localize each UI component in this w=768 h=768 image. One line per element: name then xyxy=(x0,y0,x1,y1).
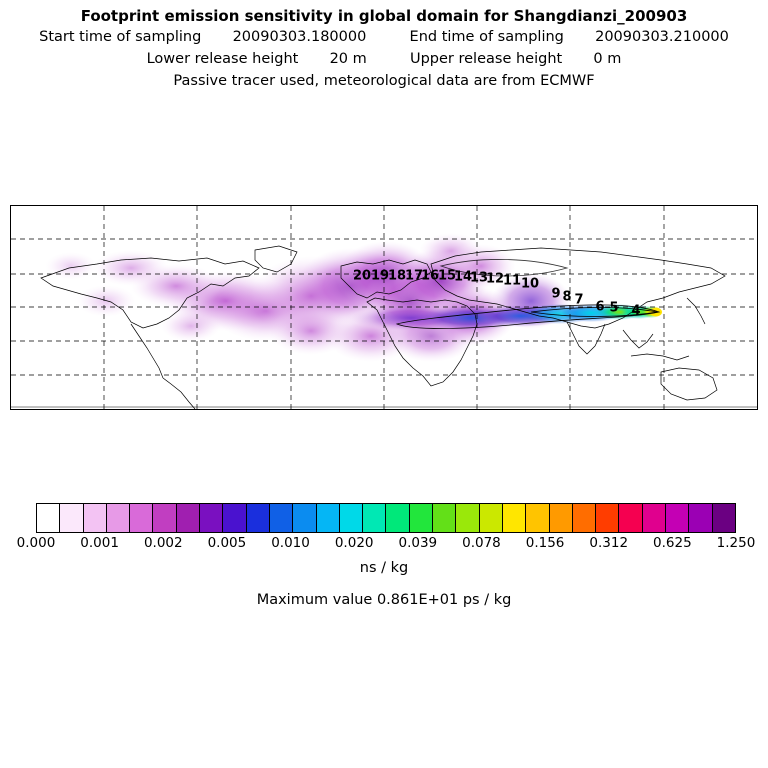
hour-label: 20 xyxy=(352,268,372,284)
hour-label: 17 xyxy=(404,268,424,284)
colorbar-segment xyxy=(107,504,130,532)
colorbar-segment xyxy=(317,504,340,532)
start-time-value: 20090303.180000 xyxy=(232,29,367,45)
sampling-time-line xyxy=(0,26,768,48)
colorbar-unit-label: ns / kg xyxy=(359,560,409,576)
lower-release-height-label: Lower release height xyxy=(146,51,299,67)
colorbar-segment xyxy=(596,504,619,532)
colorbar-segment xyxy=(619,504,642,532)
colorbar-segment xyxy=(713,504,735,532)
footprint-field xyxy=(45,233,662,362)
hour-label: 6 xyxy=(595,299,605,315)
colorbar-tick-label: 0.000 xyxy=(16,535,56,551)
colorbar-segment xyxy=(643,504,666,532)
hour-label: 9 xyxy=(551,286,561,302)
colorbar-segment xyxy=(410,504,433,532)
colorbar-tick-labels xyxy=(0,535,768,551)
lower-release-height-value: 20 m xyxy=(329,51,367,67)
upper-release-height-label: Upper release height xyxy=(409,51,563,67)
hour-label: 7 xyxy=(574,292,584,308)
colorbar-tick-label: 0.625 xyxy=(653,535,692,551)
colorbar-segment xyxy=(293,504,316,532)
tracer-line: Passive tracer used, meteorological data are from ECMWF xyxy=(173,73,595,89)
hour-label: 10 xyxy=(520,276,540,292)
colorbar-tick-label: 0.020 xyxy=(334,535,374,551)
map-plot-area xyxy=(10,205,758,410)
colorbar-segment xyxy=(340,504,363,532)
colorbar-segment xyxy=(550,504,573,532)
colorbar-segment xyxy=(456,504,479,532)
colorbar-segment xyxy=(130,504,153,532)
colorbar-segment xyxy=(433,504,456,532)
chart-header xyxy=(0,6,768,92)
colorbar-segment xyxy=(689,504,712,532)
hour-label: 14 xyxy=(453,269,473,285)
colorbar-tick-label: 0.002 xyxy=(143,535,183,551)
footprint-map xyxy=(11,206,757,409)
colorbar-tick-label: 0.312 xyxy=(589,535,629,551)
end-time-value: 20090303.210000 xyxy=(595,29,729,45)
colorbar-segment xyxy=(177,504,200,532)
colorbar-segment xyxy=(37,504,60,532)
page-title: Footprint emission sensitivity in global domain for Shangdianzi_200903 xyxy=(80,7,688,25)
maximum-value-label: Maximum value 0.861E+01 ps / kg xyxy=(256,592,512,608)
colorbar-segment xyxy=(666,504,689,532)
colorbar-tick-label: 0.005 xyxy=(207,535,247,551)
hour-label: 11 xyxy=(502,273,522,289)
hour-label: 12 xyxy=(485,271,505,287)
end-time-label: End time of sampling xyxy=(409,29,564,45)
start-time-label: Start time of sampling xyxy=(39,29,202,45)
colorbar-tick-label: 0.156 xyxy=(525,535,565,551)
hour-label: 15 xyxy=(437,268,457,284)
colorbar-segment xyxy=(573,504,596,532)
colorbar-segment xyxy=(60,504,83,532)
colorbar-tick-label: 0.078 xyxy=(462,535,501,551)
colorbar-segment xyxy=(153,504,176,532)
hour-label: 8 xyxy=(562,289,572,305)
colorbar-segment xyxy=(503,504,526,532)
colorbar-tick-label: 1.250 xyxy=(716,535,756,551)
hour-label: 5 xyxy=(609,300,619,316)
colorbar-segment xyxy=(386,504,409,532)
colorbar-segment xyxy=(84,504,107,532)
colorbar-segment xyxy=(363,504,386,532)
hour-label: 4 xyxy=(631,303,641,319)
colorbar-tick-label: 0.039 xyxy=(398,535,438,551)
colorbar-segment xyxy=(247,504,270,532)
colorbar-segment xyxy=(223,504,246,532)
colorbar-segment xyxy=(270,504,293,532)
colorbar xyxy=(16,503,756,551)
colorbar-segment xyxy=(200,504,223,532)
colorbar-segment xyxy=(480,504,503,532)
hour-label: 18 xyxy=(387,268,407,284)
colorbar-segment xyxy=(526,504,549,532)
release-height-line xyxy=(0,48,768,70)
hour-label: 16 xyxy=(420,268,440,284)
upper-release-height-value: 0 m xyxy=(593,51,622,67)
colorbar-strip xyxy=(36,503,736,533)
hour-label: 19 xyxy=(370,268,390,284)
colorbar-tick-label: 0.001 xyxy=(80,535,119,551)
hour-label: 13 xyxy=(469,270,489,286)
colorbar-tick-label: 0.010 xyxy=(271,535,310,551)
